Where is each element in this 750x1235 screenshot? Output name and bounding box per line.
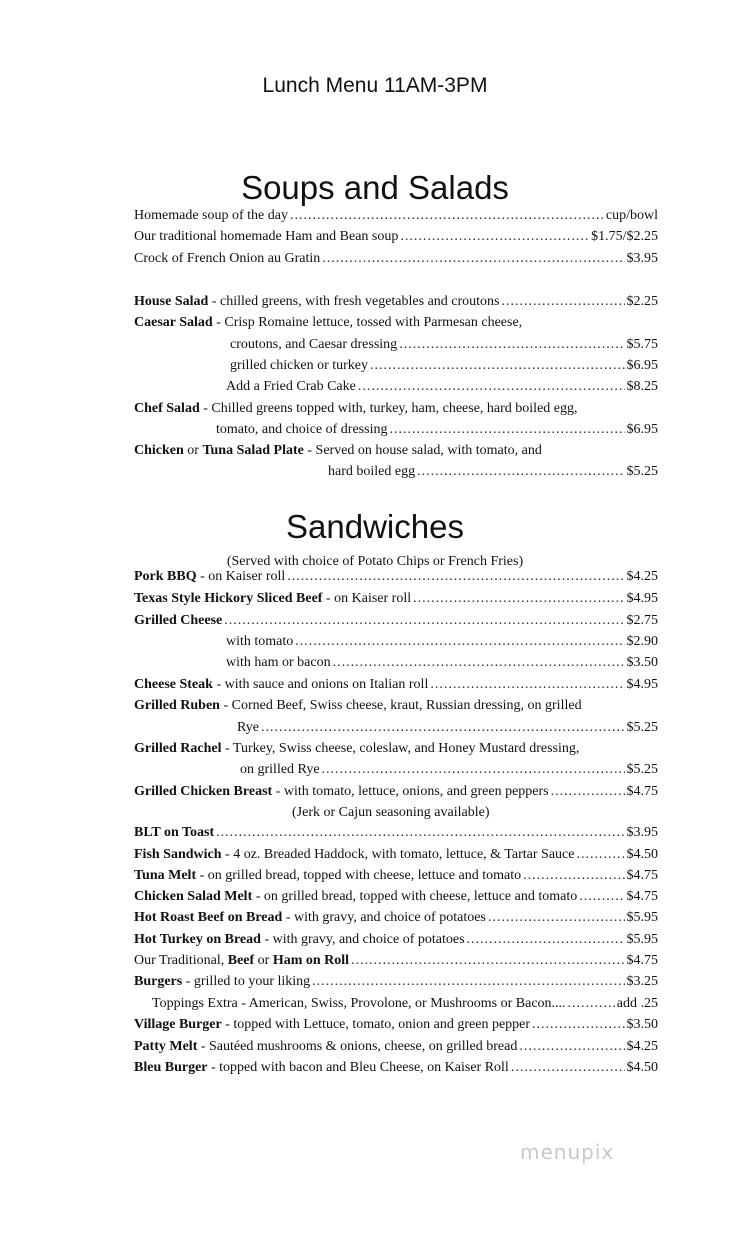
soup-salad-item-name [134, 208, 288, 224]
sandwich-item-desc: - topped with bacon and Bleu Cheese, on Kaiser Roll [207, 1060, 509, 1075]
sandwich-item-price: $4.50 [626, 1060, 658, 1075]
sandwich-item-bold-label: Grilled Ruben [134, 698, 220, 713]
sandwich-item-name [134, 1017, 530, 1033]
dot-leader [579, 889, 624, 905]
dot-leader [322, 762, 625, 778]
dot-leader [295, 634, 624, 650]
soup-salad-row [230, 337, 658, 357]
sandwich-item-price: $4.75 [626, 784, 658, 799]
sandwich-item-bold-label: Hot Roast Beef on Bread [134, 910, 283, 925]
dot-leader [467, 932, 625, 948]
sandwich-item-price: add .25 [616, 996, 658, 1011]
dot-leader [333, 655, 625, 671]
sandwich-item-name [134, 677, 428, 693]
dot-leader [568, 996, 615, 1012]
dot-leader [532, 1017, 624, 1033]
section-heading-sandwiches: Sandwiches [286, 508, 464, 545]
soup-salad-row [134, 294, 658, 314]
soup-salad-item-price: $3.95 [626, 251, 658, 266]
sandwich-item-name [134, 889, 577, 905]
dot-leader [389, 422, 624, 438]
sandwich-item-name [134, 1039, 517, 1055]
soup-salad-item-price: $5.75 [626, 337, 658, 352]
sandwich-item-desc: - with gravy, and choice of potatoes [282, 910, 486, 925]
sandwich-row [134, 677, 658, 697]
sandwich-row [134, 847, 658, 867]
soup-salad-row [216, 422, 658, 442]
menu-title: Lunch Menu 11AM-3PM [262, 74, 488, 97]
sandwich-item-name [134, 932, 465, 948]
soup-salad-row [226, 379, 658, 399]
dot-leader [400, 229, 589, 245]
sandwich-row [134, 613, 658, 633]
sandwich-item-desc: (Jerk or Cajun seasoning available) [292, 805, 490, 820]
sandwich-item-desc: - on Kaiser roll [322, 591, 412, 606]
sandwich-item-bold-label: Grilled Rachel [134, 741, 222, 756]
sandwich-item-bold-label: Chicken Salad Melt [134, 889, 253, 904]
soup-salad-item-bold-label: Tuna Salad Plate [202, 443, 304, 458]
sandwich-item-price: $4.75 [626, 953, 658, 968]
sandwich-item-desc: - on Kaiser roll [196, 569, 286, 584]
sandwich-item-price: $5.95 [626, 910, 658, 925]
soup-salad-item-desc: - chilled greens, with fresh vegetables and croutons [208, 294, 500, 309]
sandwich-item-bold-label: Texas Style Hickory Sliced Beef [134, 591, 323, 606]
sandwich-item-price: $4.50 [626, 847, 658, 862]
sandwich-row [134, 1060, 658, 1080]
sandwich-item-bold-label: Pork BBQ [134, 569, 197, 584]
sandwich-item-price: $4.75 [626, 889, 658, 904]
dot-leader [351, 953, 624, 969]
sandwich-item-name [134, 974, 310, 990]
soup-salad-item-desc: or [183, 443, 203, 458]
soup-salad-item-price: $5.25 [626, 464, 658, 479]
sandwich-item-name [134, 825, 214, 841]
sandwich-row [134, 889, 658, 909]
soup-salad-item-desc: Our traditional homemade Ham and Bean soup [134, 229, 399, 244]
sandwich-item-bold-label: Cheese Steak [134, 677, 213, 692]
soup-salad-item-desc: - Chilled greens topped with, turkey, ham, cheese, hard boiled egg, [199, 401, 578, 416]
soup-salad-item-name [328, 464, 415, 480]
sandwich-item-bold-label: Hot Turkey on Bread [134, 932, 261, 947]
sandwich-item-desc: - Sautéed mushrooms & onions, cheese, on grilled bread [197, 1039, 518, 1054]
dot-leader [417, 464, 624, 480]
sandwich-item-price: $5.95 [626, 932, 658, 947]
soup-salad-item-name [134, 229, 398, 245]
sandwich-item-desc: - with gravy, and choice of potatoes [260, 932, 465, 947]
soup-salad-item-bold-label: Caesar Salad [134, 315, 213, 330]
sandwich-item-price: $4.95 [626, 677, 658, 692]
sandwich-row [134, 698, 658, 718]
soup-salad-item-desc: Crock of French Onion au Gratin [134, 251, 321, 266]
sandwich-item-name [134, 613, 222, 629]
soup-salad-item-name [134, 294, 500, 310]
sandwich-item-desc: - with sauce and onions on Italian roll [212, 677, 429, 692]
sandwich-row [134, 569, 658, 589]
sandwich-item-price: $4.75 [626, 868, 658, 883]
soup-salad-item-desc: tomato, and choice of dressing [216, 422, 388, 437]
sandwich-row [134, 868, 658, 888]
soup-salad-item-price: $1.75/$2.25 [591, 229, 658, 244]
sandwich-row [134, 825, 658, 845]
sandwich-row [134, 741, 658, 761]
dot-leader [261, 720, 625, 736]
soup-salad-item-desc: - Served on house salad, with tomato, and [303, 443, 542, 458]
dot-leader [511, 1060, 625, 1076]
sandwich-item-name [134, 847, 574, 863]
section-heading-soups-salads: Soups and Salads [241, 169, 509, 206]
sandwich-item-desc: or [254, 953, 273, 968]
dot-leader [287, 569, 624, 585]
sandwich-item-bold-label: Bleu Burger [134, 1060, 208, 1075]
soup-salad-item-name [216, 422, 387, 438]
dot-leader [290, 208, 604, 224]
soup-salad-item-bold-label: Chicken [134, 443, 184, 458]
sandwich-row [134, 974, 658, 994]
sandwich-item-name [134, 698, 582, 714]
dot-leader [519, 1039, 624, 1055]
sandwich-item-price: $5.25 [626, 762, 658, 777]
sandwich-item-price: $3.95 [626, 825, 658, 840]
dot-leader [399, 337, 624, 353]
soup-salad-row [134, 443, 658, 463]
sandwich-item-desc: - topped with Lettuce, tomato, onion and green pepper [221, 1017, 531, 1032]
soup-salad-item-desc: Add a Fried Crab Cake [226, 379, 356, 394]
sandwich-row [134, 932, 658, 952]
sandwich-row [134, 1039, 658, 1059]
sandwich-item-name [134, 953, 349, 969]
dot-leader [413, 591, 624, 607]
soup-salad-item-name [134, 251, 320, 267]
sandwich-row [134, 591, 658, 611]
soup-salad-row [328, 464, 658, 484]
soup-salad-item-desc: hard boiled egg [328, 464, 416, 479]
sandwich-item-desc: with tomato [226, 634, 294, 649]
sandwich-item-desc: Our Traditional, [134, 953, 228, 968]
soup-salad-item-price: cup/bowl [605, 208, 658, 223]
sandwich-item-name [240, 762, 320, 778]
sandwich-item-name [152, 996, 566, 1012]
sandwich-item-desc: Toppings Extra - American, Swiss, Provolone, or Mushrooms or Bacon.... [152, 996, 566, 1011]
soup-salad-item-name [134, 315, 522, 331]
sandwiches-note: (Served with choice of Potato Chips or French Fries) [226, 554, 524, 569]
dot-leader [216, 825, 624, 841]
sandwich-row [152, 996, 658, 1016]
sandwich-row [292, 805, 658, 825]
sandwich-item-price: $2.75 [626, 613, 658, 628]
sandwich-row [134, 1017, 658, 1037]
sandwich-item-bold-label: BLT on Toast [134, 825, 215, 840]
soup-salad-row [230, 358, 658, 378]
sandwich-row [226, 634, 658, 654]
sandwich-item-bold-label: Tuna Melt [134, 868, 197, 883]
sandwich-item-bold-label: Ham on Roll [272, 953, 350, 968]
sandwich-item-bold-label: Grilled Chicken Breast [134, 784, 273, 799]
sandwich-row [134, 910, 658, 930]
sandwich-item-desc: - Turkey, Swiss cheese, coleslaw, and Honey Mustard dressing, [221, 741, 580, 756]
dot-leader [523, 868, 624, 884]
soup-salad-item-name [230, 358, 368, 374]
sandwich-item-price: $4.95 [626, 591, 658, 606]
sandwich-item-name [237, 720, 259, 736]
sandwich-item-desc: with ham or bacon [226, 655, 331, 670]
sandwich-item-name [134, 784, 549, 800]
sandwich-item-bold-label: Patty Melt [134, 1039, 198, 1054]
sandwich-item-desc: Rye [237, 720, 259, 735]
dot-leader [370, 358, 624, 374]
soup-salad-row [134, 401, 658, 421]
dot-leader [312, 974, 624, 990]
soup-salad-item-price: $2.25 [626, 294, 658, 309]
sandwich-item-name [134, 1060, 509, 1076]
dot-leader [358, 379, 625, 395]
sandwich-item-name [134, 591, 411, 607]
sandwich-item-bold-label: Grilled Cheese [134, 613, 223, 628]
soup-salad-item-price: $6.95 [626, 358, 658, 373]
soup-salad-item-desc: - Crisp Romaine lettuce, tossed with Parmesan cheese, [212, 315, 523, 330]
dot-leader [576, 847, 624, 863]
sandwich-item-bold-label: Village Burger [134, 1017, 222, 1032]
sandwich-item-name [134, 910, 486, 926]
soup-salad-item-price: $6.95 [626, 422, 658, 437]
dot-leader [551, 784, 625, 800]
sandwich-item-price: $4.25 [626, 1039, 658, 1054]
sandwich-item-desc: - grilled to your liking [182, 974, 311, 989]
sandwich-item-name [134, 868, 521, 884]
sandwich-item-price: $3.50 [626, 1017, 658, 1032]
sandwich-item-price: $4.25 [626, 569, 658, 584]
sandwich-row [240, 762, 658, 782]
sandwich-item-bold-label: Beef [227, 953, 255, 968]
soup-salad-row [134, 229, 658, 249]
soup-salad-item-bold-label: House Salad [134, 294, 209, 309]
soup-salad-item-name [230, 337, 397, 353]
sandwich-item-desc: - on grilled bread, topped with cheese, lettuce and tomato [252, 889, 578, 904]
soup-salad-item-desc: croutons, and Caesar dressing [230, 337, 398, 352]
sandwich-item-desc: - Corned Beef, Swiss cheese, kraut, Russian dressing, on grilled [219, 698, 582, 713]
sandwich-item-desc: - with tomato, lettuce, onions, and green peppers [272, 784, 549, 799]
sandwich-item-price: $3.50 [626, 655, 658, 670]
sandwich-item-desc: on grilled Rye [240, 762, 320, 777]
sandwich-item-price: $2.90 [626, 634, 658, 649]
dot-leader [322, 251, 624, 267]
sandwich-item-name [226, 634, 293, 650]
soup-salad-item-bold-label: Chef Salad [134, 401, 200, 416]
soup-salad-row [134, 208, 658, 228]
soup-salad-row [134, 315, 658, 335]
sandwich-row [134, 953, 658, 973]
dot-leader [430, 677, 624, 693]
sandwich-item-price: $3.25 [626, 974, 658, 989]
soup-salad-item-name [134, 401, 578, 417]
soup-salad-item-name [134, 443, 542, 459]
dot-leader [224, 613, 624, 629]
soup-salad-item-price: $8.25 [626, 379, 658, 394]
sandwich-item-name [134, 569, 285, 585]
dot-leader [488, 910, 625, 926]
sandwich-item-name [226, 655, 331, 671]
dot-leader [502, 294, 625, 310]
sandwich-row [134, 784, 658, 804]
sandwich-item-desc: - 4 oz. Breaded Haddock, with tomato, lettuce, & Tartar Sauce [221, 847, 575, 862]
watermark-logo: menupix [520, 1140, 615, 1164]
soup-salad-row [134, 251, 658, 271]
sandwich-row [237, 720, 658, 740]
sandwich-item-bold-label: Fish Sandwich [134, 847, 222, 862]
sandwich-item-name [134, 741, 579, 757]
soup-salad-item-name [226, 379, 356, 395]
soup-salad-item-desc: grilled chicken or turkey [230, 358, 369, 373]
sandwich-item-price: $5.25 [626, 720, 658, 735]
sandwich-item-desc: - on grilled bread, topped with cheese, lettuce and tomato [196, 868, 522, 883]
sandwich-item-name [292, 805, 490, 821]
soup-salad-item-desc: Homemade soup of the day [134, 208, 288, 223]
sandwich-item-bold-label: Burgers [134, 974, 183, 989]
sandwich-row [226, 655, 658, 675]
